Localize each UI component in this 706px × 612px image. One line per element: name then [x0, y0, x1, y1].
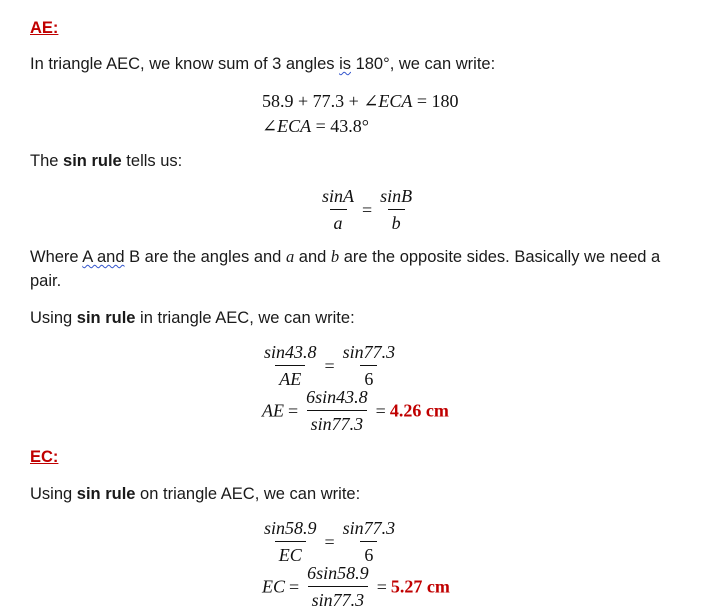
ae-left-fraction: [260, 342, 321, 390]
ae-solution-formula: [262, 387, 449, 435]
ae-intro-post: 180°, we can write:: [351, 55, 496, 73]
ec-answer: 5.27 cm: [390, 576, 450, 597]
ae-solution-equals2: =: [375, 400, 386, 421]
ec-formula-equals: =: [324, 531, 335, 552]
angle-sum-rhs: = 180: [412, 91, 459, 111]
ec-solution-fraction: [303, 563, 373, 611]
ae-intro-pre: In triangle AEC, we know sum of 3 angles: [30, 55, 340, 73]
ec-heading: EC:: [30, 448, 59, 466]
ec-solution-equals2: =: [376, 576, 387, 597]
where-text-line2: pair.: [30, 272, 62, 290]
ae-lhs: AE: [262, 400, 284, 421]
ae-right-fraction: [339, 342, 400, 390]
ae-right-numerator: sin77.3: [342, 342, 396, 362]
ec-solution-numerator: 6sin58.9: [307, 563, 369, 583]
rule-right-denominator: b: [388, 209, 405, 234]
ec-left-denominator: EC: [275, 541, 306, 566]
angle-sum-equation: [262, 91, 459, 112]
ec-left-numerator: sin58.9: [264, 518, 317, 538]
ec-left-fraction: [260, 518, 321, 566]
where-a: a: [285, 247, 295, 266]
ec-solution-equals1: =: [289, 576, 300, 597]
where-text-line1: [30, 247, 660, 267]
ae-left-numerator: sin43.8: [264, 342, 317, 362]
general-sin-rule-formula: [318, 186, 416, 234]
rule-right-fraction: [376, 186, 416, 234]
ec-using-pre: Using: [30, 485, 77, 503]
where-and2: and: [294, 248, 331, 266]
ec-right-numerator: sin77.3: [342, 518, 396, 538]
ae-sin-rule-formula: [260, 342, 399, 390]
ae-using-text: [30, 309, 355, 328]
sin-rule-statement: [30, 152, 182, 171]
rule-left-fraction: [318, 186, 358, 234]
ae-solution-fraction: [302, 387, 372, 435]
where-and: A and: [82, 248, 125, 266]
ec-right-fraction: [339, 518, 400, 566]
rule-left-denominator: a: [330, 209, 347, 234]
ae-solution-equals1: =: [288, 400, 299, 421]
ae-intro-is: is: [339, 55, 351, 73]
ae-left-denominator: AE: [275, 365, 305, 390]
rule-left-numerator: sinA: [322, 186, 355, 206]
sin-rule-bold: sin rule: [63, 152, 122, 170]
ec-using-text: [30, 485, 360, 504]
rule-right-numerator: sinB: [380, 186, 413, 206]
ec-right-denominator: 6: [360, 541, 377, 566]
ae-formula-equals: =: [324, 355, 335, 376]
angle-result-equation: [262, 116, 369, 137]
ae-using-pre: Using: [30, 309, 77, 327]
ec-using-bold: sin rule: [76, 485, 136, 503]
where-mid: B are the angles and: [124, 248, 286, 266]
angle-sum-terms: 58.9 + 77.3 +: [262, 91, 364, 111]
ec-solution-denominator: sin77.3: [308, 586, 369, 611]
ae-answer: 4.26 cm: [389, 400, 449, 421]
angle-sum-ange: ∠ECA: [363, 91, 413, 111]
ae-solution-denominator: sin77.3: [307, 410, 368, 435]
angle-result-angle: ∠ECA: [262, 116, 312, 136]
ec-solution-formula: [262, 563, 450, 611]
where-b: b: [330, 247, 340, 266]
ec-lhs: EC: [262, 576, 286, 597]
rule-equals: =: [362, 199, 373, 220]
ae-using-bold: sin rule: [76, 309, 136, 327]
angle-result-rhs: = 43.8°: [311, 116, 369, 136]
ae-using-post: in triangle AEC, we can write:: [135, 309, 355, 327]
sin-rule-post: tells us:: [121, 152, 183, 170]
ae-right-denominator: 6: [360, 365, 377, 390]
ec-using-post: on triangle AEC, we can write:: [135, 485, 361, 503]
where-post: are the opposite sides. Basically we need a: [339, 248, 661, 266]
where-pre: Where: [30, 248, 83, 266]
sin-rule-pre: The: [30, 152, 64, 170]
ae-solution-numerator: 6sin43.8: [306, 387, 368, 407]
ae-intro-text: [30, 55, 495, 74]
ae-heading: AE:: [30, 19, 59, 37]
ec-sin-rule-formula: [260, 518, 399, 566]
